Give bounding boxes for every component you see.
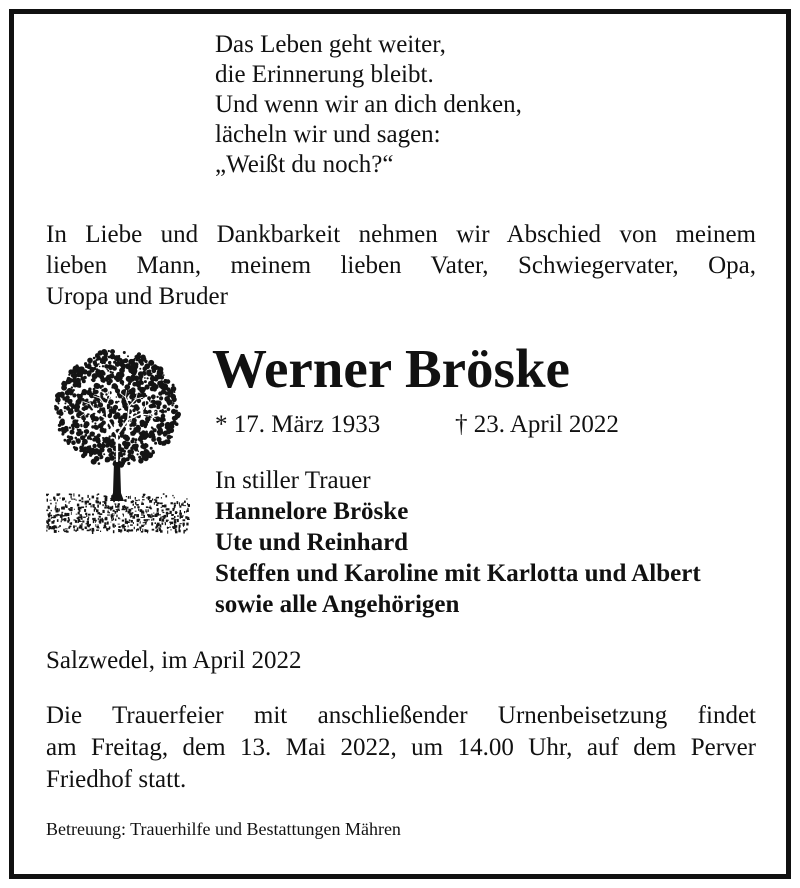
tree-icon	[44, 343, 190, 535]
poem-line: „Weißt du noch?“	[215, 151, 394, 178]
mourner-name: Ute und Reinhard	[215, 529, 409, 556]
ceremony-line: Die Trauerfeier mit anschließender Urnenbeisetzung findet	[46, 702, 756, 729]
farewell-line: In Liebe und Dankbarkeit nehmen wir Abschied von meinem	[46, 221, 756, 248]
mourner-name: Steffen und Karoline mit Karlotta und Albert	[215, 560, 701, 587]
farewell-line: Uropa und Bruder	[46, 283, 228, 310]
ceremony-line: am Freitag, dem 13. Mai 2022, um 14.00 Uhr, auf dem Perver	[46, 734, 756, 761]
birth-date: * 17. März 1933	[215, 411, 381, 438]
poem	[215, 30, 715, 180]
mourners-heading: In stiller Trauer	[215, 467, 371, 494]
deceased-name: Werner Bröske	[212, 338, 570, 399]
ceremony-line: Friedhof statt.	[46, 766, 187, 793]
poem-line: lächeln wir und sagen:	[215, 121, 441, 148]
poem-line: Das Leben geht weiter,	[215, 31, 446, 58]
farewell-text	[46, 219, 756, 312]
ceremony-info	[46, 700, 756, 796]
farewell-line: lieben Mann, meinem lieben Vater, Schwiegervater, Opa,	[46, 252, 756, 279]
mourners	[215, 465, 785, 620]
poem-line: Und wenn wir an dich denken,	[215, 91, 522, 118]
death-date: † 23. April 2022	[455, 411, 619, 438]
poem-line: die Erinnerung bleibt.	[215, 61, 434, 88]
life-dates	[215, 410, 715, 440]
funeral-home-credit: Betreuung: Trauerhilfe und Bestattungen Mähren	[46, 819, 401, 839]
place-and-date: Salzwedel, im April 2022	[46, 647, 302, 674]
mourner-name: Hannelore Bröske	[215, 498, 409, 525]
mourner-name: sowie alle Angehörigen	[215, 591, 460, 618]
